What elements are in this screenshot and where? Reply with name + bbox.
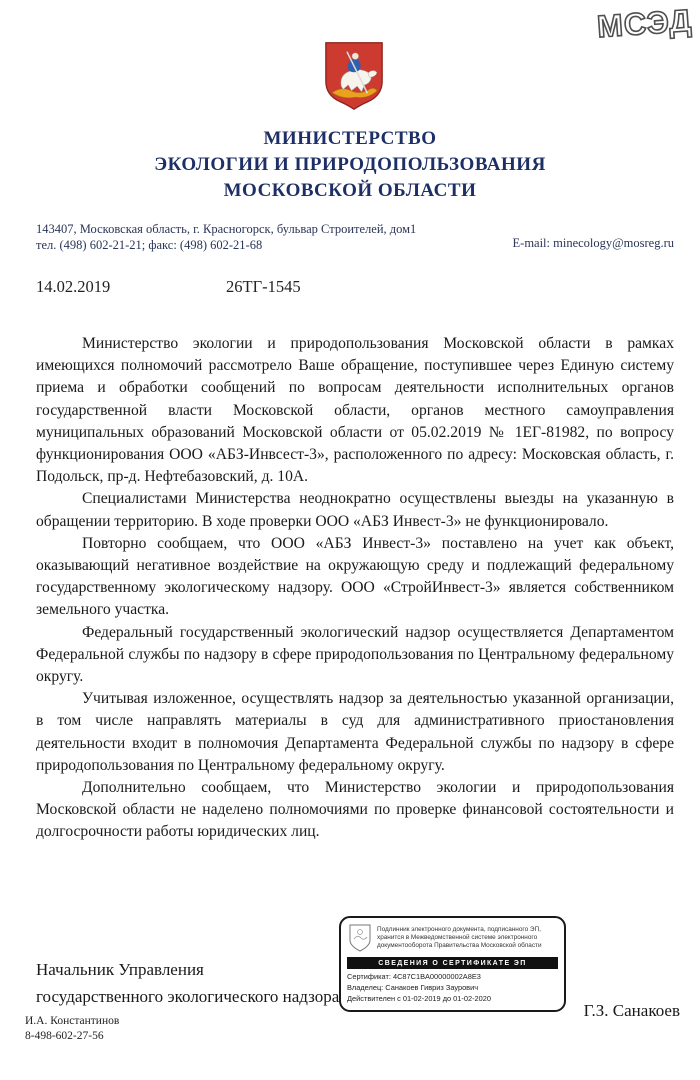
certificate-line: Сертификат: 4C87C1BA00000002A8E3 <box>347 972 481 981</box>
paragraph: Дополнительно сообщаем, что Министерство экологии и природопользования Московской области не наделено полномочиями по проверке финансовой состоятельности и долгосрочности работы юридических лиц. <box>36 779 674 841</box>
stamp-emblem-icon <box>347 923 373 953</box>
reference-line <box>36 277 674 297</box>
letter-number: 26ТГ-1545 <box>226 277 301 296</box>
e-signature-stamp <box>339 916 566 1012</box>
ministry-name-line-3: МОСКОВСКОЙ ОБЛАСТИ <box>223 180 477 201</box>
signatory-position <box>36 956 339 1010</box>
stamp-notice: Подлинник электронного документа, подписанного ЭП, хранится в Межведомственной системе электронного документооборота Правительства Московской области <box>377 925 542 950</box>
stamp-header <box>347 923 558 953</box>
executor-phone: 8-498-602-27-56 <box>25 1030 104 1042</box>
executor-name: И.А. Константинов <box>25 1015 120 1027</box>
stamp-details <box>347 972 558 1004</box>
validity-line: Действителен с 01-02-2019 до 01-02-2020 <box>347 993 491 1003</box>
ministry-name-line-2: ЭКОЛОГИИ И ПРИРОДОПОЛЬЗОВАНИЯ <box>154 154 546 175</box>
stamp-title-bar: СВЕДЕНИЯ О СЕРТИФИКАТЕ ЭП <box>347 957 558 969</box>
paragraph: Федеральный государственный экологический надзор осуществляется Департаментом Федеральной службы по надзору в сфере природопользования по Центральному федеральному округу. <box>36 623 674 686</box>
executor-block <box>25 1014 119 1044</box>
signatory-position-line-2: государственного экологического надзора <box>36 987 340 1006</box>
owner-line: Владелец: Санакоев Гивриз Заурович <box>347 982 479 992</box>
phone-fax-line: тел. (498) 602-21-21; факс: (498) 602-21-68 <box>36 238 263 252</box>
postal-address-line: 143407, Московская область, г. Красногорск, бульвар Строителей, дом1 <box>36 222 417 236</box>
paragraph: Министерство экологии и природопользования Московской области в рамках имеющихся полномочий рассмотрело Ваше обращение, поступившее через Единую систему приема и обработки сообщений по вопросам деятельности исполнительных органов государственной власти Московской области, органов местного самоуправления муниципальных образований Московской области от 05.02.2019 № 1ЕГ-81982, по вопросу функционирования ООО «АБЗ-Инвсест-3», расположенного по адресу: Московская область, г. Подольск, пр-д. Нефтебазовский, д. 10А. <box>36 335 674 486</box>
paragraph: Специалистами Министерства неоднократно осуществлены выезды на указанную в обращении территорию. В ходе проверки ООО «АБЗ Инвест-3» не функционировало. <box>36 490 674 530</box>
signatory-name: Г.З. Санакоев <box>583 1001 680 1020</box>
moscow-region-coat-of-arms-icon <box>322 40 386 112</box>
paragraph: Повторно сообщаем, что ООО «АБЗ Инвест-3» поставлено на учет как объект, оказывающий негативное воздействие на окружающую среду и подлежащий федеральному государственному экологическому надзору. ООО «СтройИнвест-3» является собственником земельного участка. <box>36 534 674 619</box>
letter-body <box>36 333 674 844</box>
msed-logo: МСЭД <box>595 2 694 45</box>
signatory-position-line-1: Начальник Управления <box>36 960 204 979</box>
ministry-name-line-1: МИНИСТЕРСТВО <box>263 128 437 149</box>
paragraph: Учитывая изложенное, осуществлять надзор за деятельностью указанной организации, в том числе направлять материалы в суд для административного приостановления деятельности входит в полномочия Департамента Федеральной службы по надзору в сфере природопользования по Центральному федеральному округу. <box>36 690 674 774</box>
contact-block <box>36 221 674 253</box>
ministry-name <box>0 126 700 204</box>
email-address: E-mail: minecology@mosreg.ru <box>512 236 674 250</box>
letter-date: 14.02.2019 <box>36 277 111 296</box>
